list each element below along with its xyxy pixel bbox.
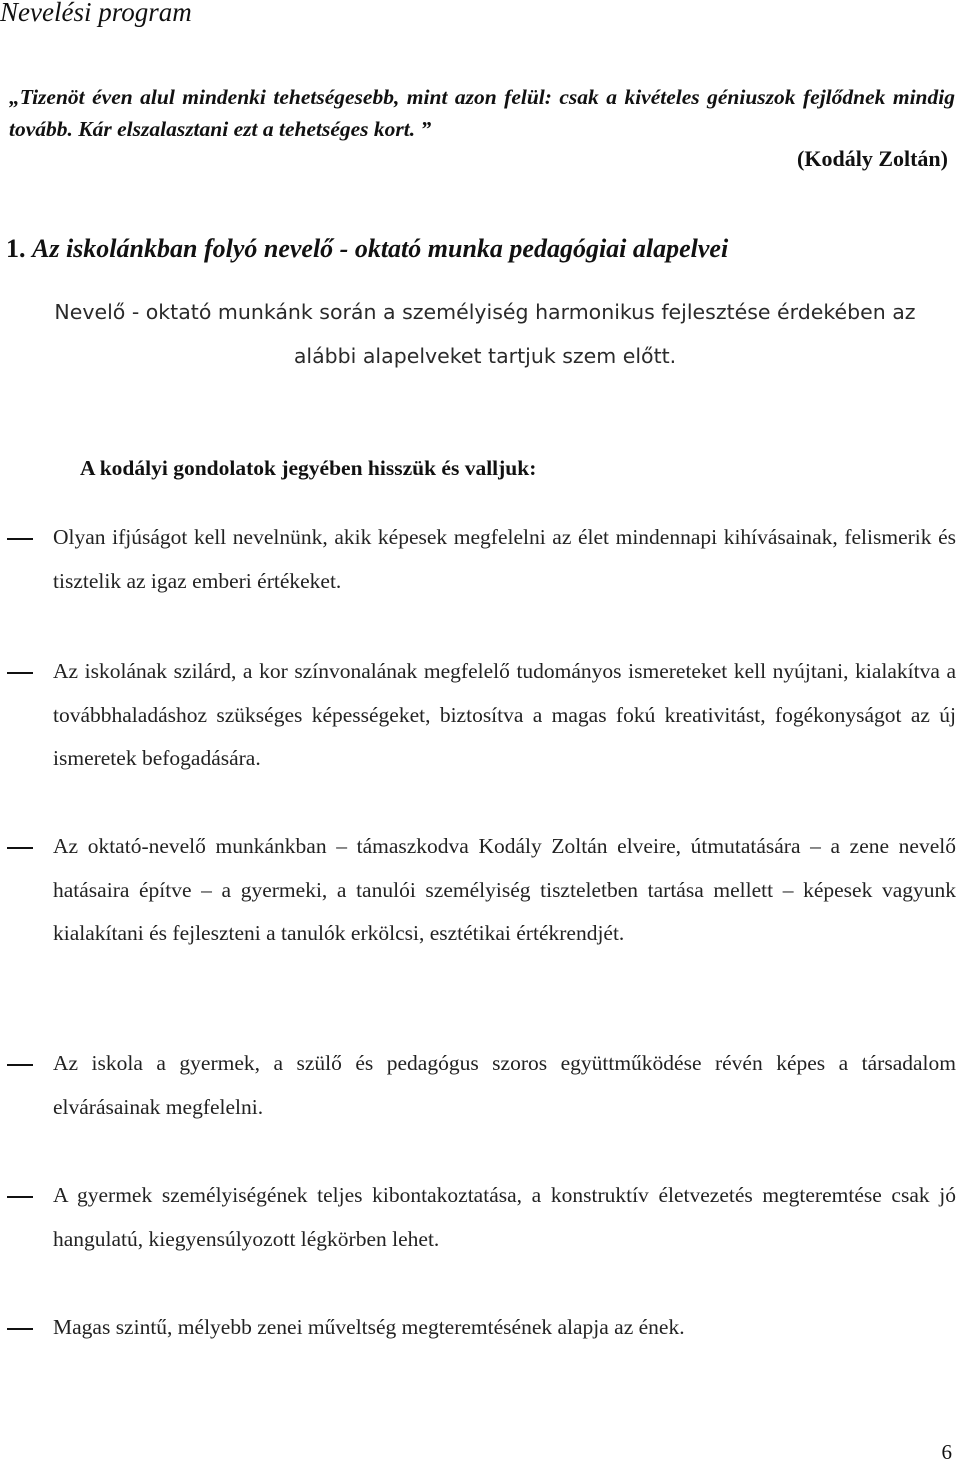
page-title: Nevelési program xyxy=(0,0,192,27)
list-item-text: A gyermek személyiségének teljes kibontakoztatása, a konstruktív életvezetés megteremtése csak jó hangulatú, kiegyensúlyozott légkörben lehet. xyxy=(53,1183,956,1251)
dash-bullet-icon xyxy=(7,1196,33,1198)
list-item-text: Magas szintű, mélyebb zenei műveltség megteremtésének alapja az ének. xyxy=(53,1315,685,1339)
list-item-text: Az iskolának szilárd, a kor színvonalának megfelelő tudományos ismereteket kell nyújtani, kialakítva a továbbhaladáshoz szükséges képességeket, biztosítva a magas fokú kreativitást, fogékonyságot az új ismeretek befogadására. xyxy=(53,659,956,770)
list-item-text: Olyan ifjúságot kell nevelnünk, akik képesek megfelelni az élet mindennapi kihívásainak, felismerik és tisztelik az igaz emberi értékeket. xyxy=(53,525,956,593)
dash-bullet-icon xyxy=(7,1328,33,1330)
list-item xyxy=(0,516,956,603)
section-title: Az iskolánkban folyó nevelő - oktató munka pedagógiai alapelvei xyxy=(32,234,729,263)
list-item-text: Az iskola a gyermek, a szülő és pedagógus szoros együttműködése révén képes a társadalom elvárásainak megfelelni. xyxy=(53,1051,956,1119)
quote-author: (Kodály Zoltán) xyxy=(797,146,948,171)
dash-bullet-icon xyxy=(7,538,33,540)
dash-bullet-icon xyxy=(7,847,33,849)
list-item-text: Az oktató-nevelő munkánkban – támaszkodva Kodály Zoltán elveire, útmutatására – a zene nevelő hatásaira építve – a gyermeki, a tanulói személyiség tiszteletben tartása mellett – képesek vagyunk kialakítani és fejleszteni a tanulók erkölcsi, esztétikai értékrendjét. xyxy=(53,834,956,945)
list-item xyxy=(0,1042,956,1129)
dash-bullet-icon xyxy=(7,1064,33,1066)
section-number: 1. xyxy=(6,234,26,263)
section-heading xyxy=(6,227,728,271)
list-item xyxy=(0,825,956,956)
creed-heading: A kodályi gondolatok jegyében hisszük és valljuk: xyxy=(80,456,537,480)
list-item xyxy=(0,650,956,781)
list-item xyxy=(0,1174,956,1261)
list-item xyxy=(0,1306,956,1350)
dash-bullet-icon xyxy=(7,672,33,674)
page-number: 6 xyxy=(941,1440,952,1464)
quote: „Tizenöt éven alul mindenki tehetségesebb, mint azon felül: csak a kivételes géniuszok fejlődnek mindig tovább. Kár elszalasztani ezt a tehetséges kort. ” xyxy=(9,85,955,141)
intro-paragraph: Nevelő - oktató munkánk során a személyiség harmonikus fejlesztése érdekében az alábbi alapelveket tartjuk szem előtt. xyxy=(54,300,916,368)
